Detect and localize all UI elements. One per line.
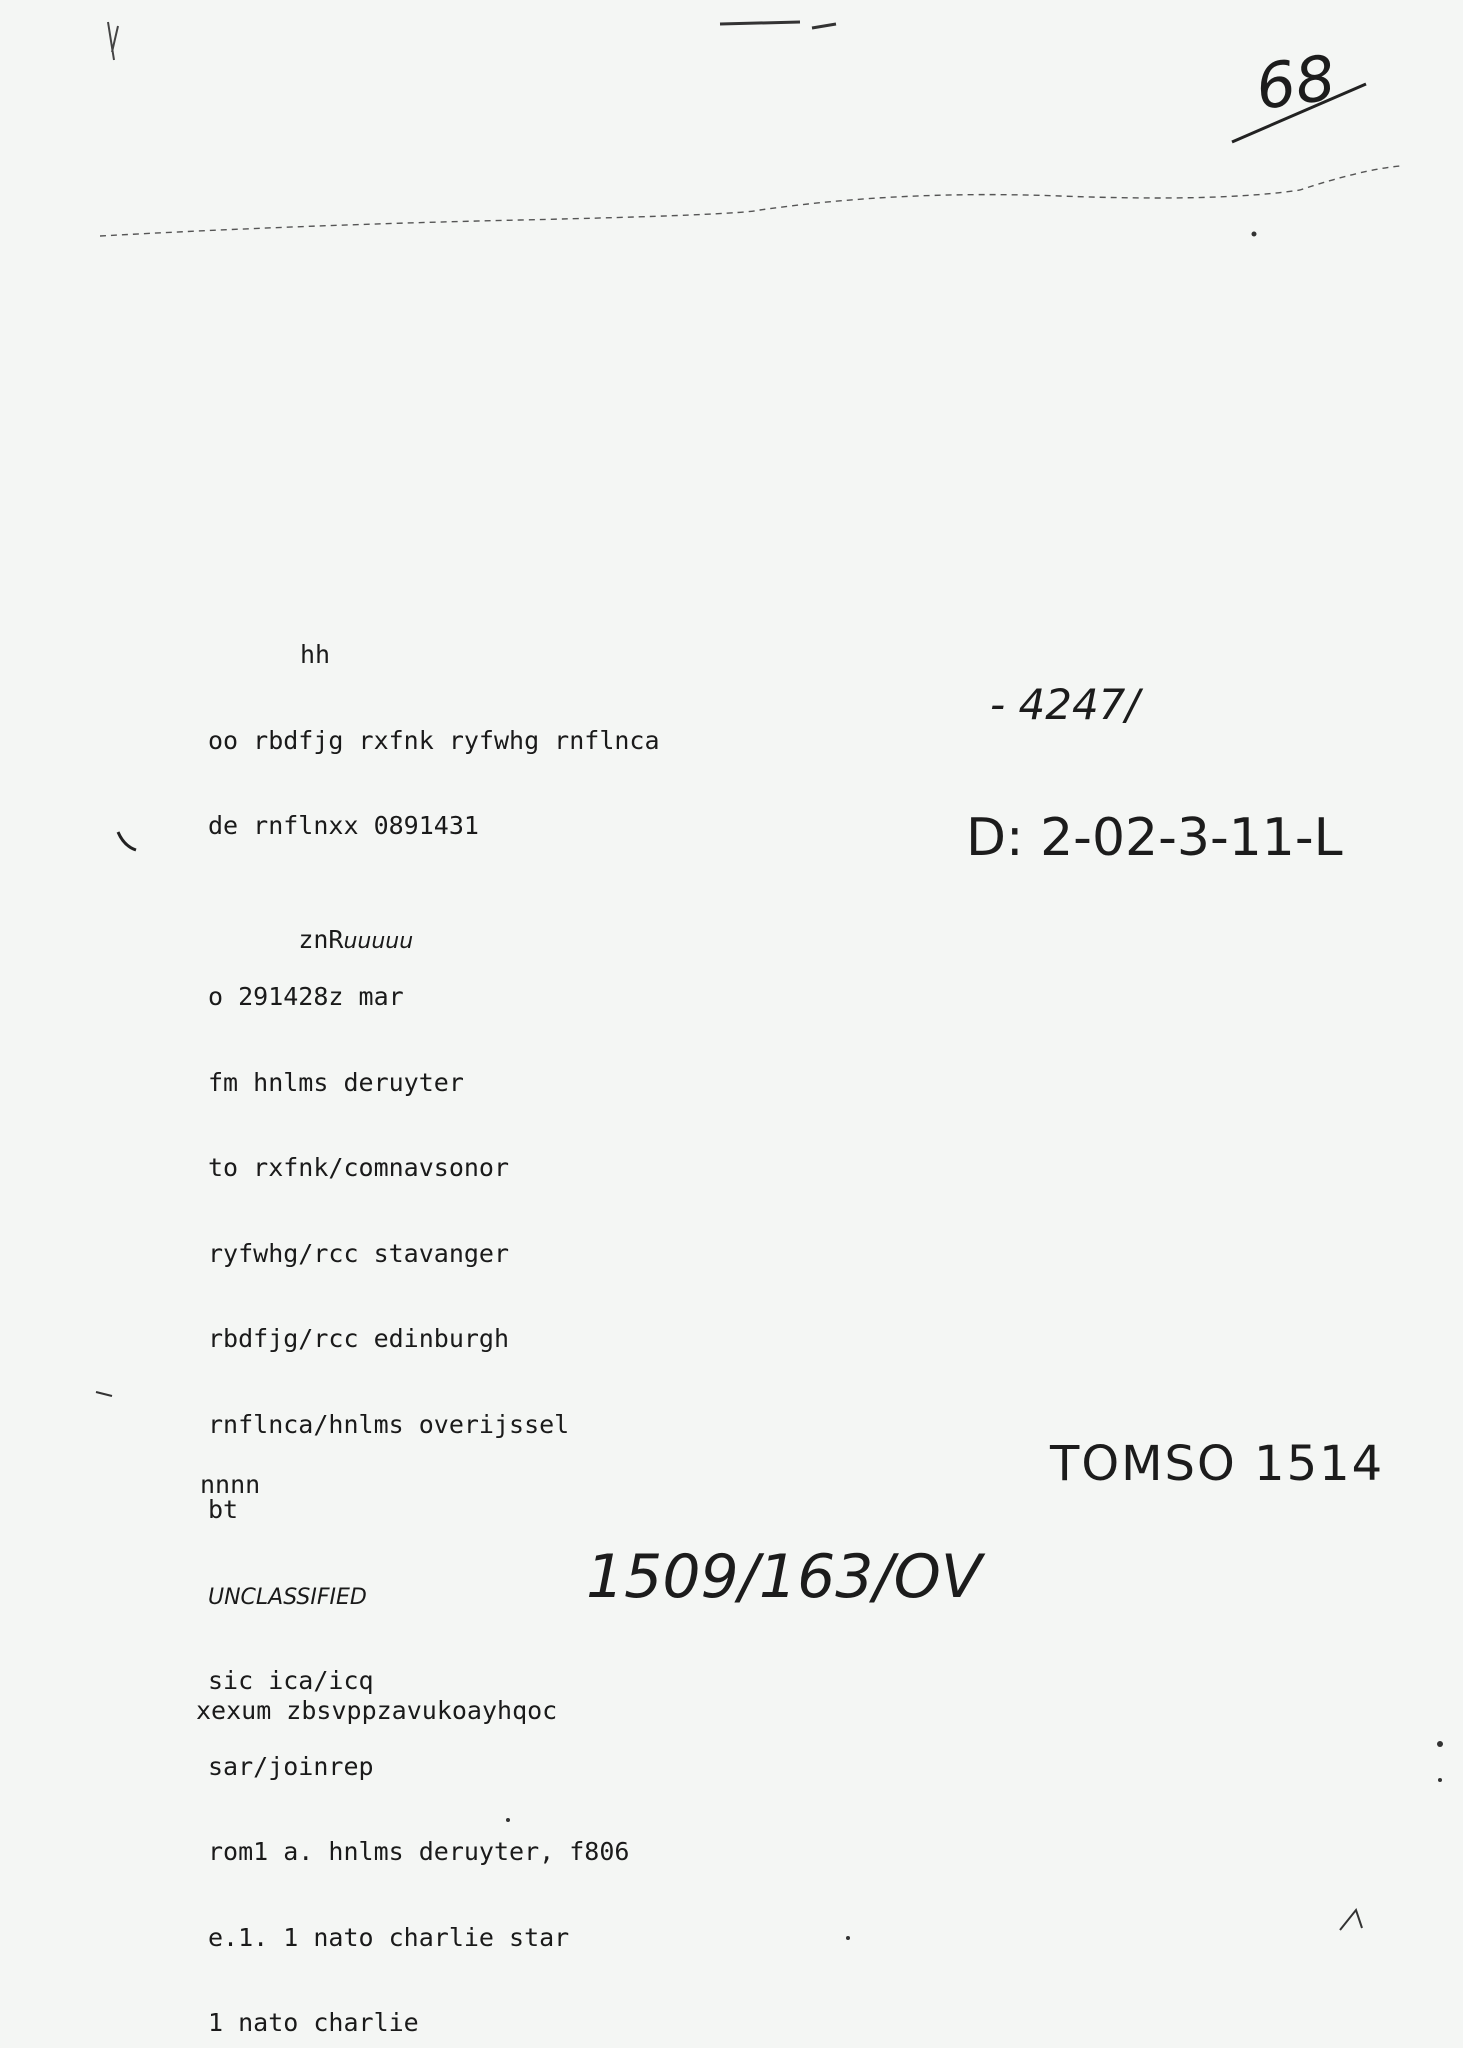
- reference-number-handwritten: - 4247/: [990, 680, 1140, 729]
- message-line: to rxfnk/comnavsonor: [208, 1153, 510, 1182]
- body-line: sic ica/icq: [208, 1666, 374, 1695]
- end-mark: nnnn: [200, 1470, 261, 1499]
- header-line-4-handwritten: uuuuu: [343, 929, 414, 954]
- header-line-1: hh: [300, 640, 331, 669]
- footer-line-2: [196, 1732, 956, 1750]
- footer-line-1: xexum zbsvppzavukoayhqoc: [196, 1696, 558, 1725]
- header-line-3: de rnflnxx 0891431: [208, 811, 479, 840]
- file-reference-handwritten: 1509/163/OV: [586, 1542, 982, 1612]
- message-line: bt: [208, 1495, 239, 1524]
- header-line-2: oo rbdfjg rxfnk ryfwhg rnflnca: [208, 725, 660, 755]
- body-line: sar/joinrep: [208, 1751, 374, 1781]
- body-line: rom1 a. hnlms deruyter, f806: [208, 1837, 630, 1866]
- header-line-4: [208, 898, 1141, 954]
- page-number: 68: [1251, 40, 1340, 125]
- station-stamp-handwritten: TOMSO 1514: [1050, 1436, 1385, 1492]
- message-line: rnflnca/hnlms overijssel: [208, 1409, 570, 1439]
- classification-handwritten: UNCLASSIFIED: [208, 1584, 367, 1610]
- header-line-4-typed: znR: [298, 925, 344, 954]
- body-line: 1 nato charlie: [208, 2008, 419, 2037]
- message-line: rbdfjg/rcc edinburgh: [208, 1324, 510, 1353]
- message-line: o 291428z mar: [208, 982, 404, 1011]
- message-line: ryfwhg/rcc stavanger: [208, 1238, 510, 1268]
- body-line: e.1. 1 nato charlie star: [208, 1922, 570, 1952]
- telex-message: [208, 584, 1141, 2048]
- message-line: fm hnlms deruyter: [208, 1067, 464, 1097]
- document-code-handwritten: D: 2-02-3-11-L: [966, 808, 1343, 868]
